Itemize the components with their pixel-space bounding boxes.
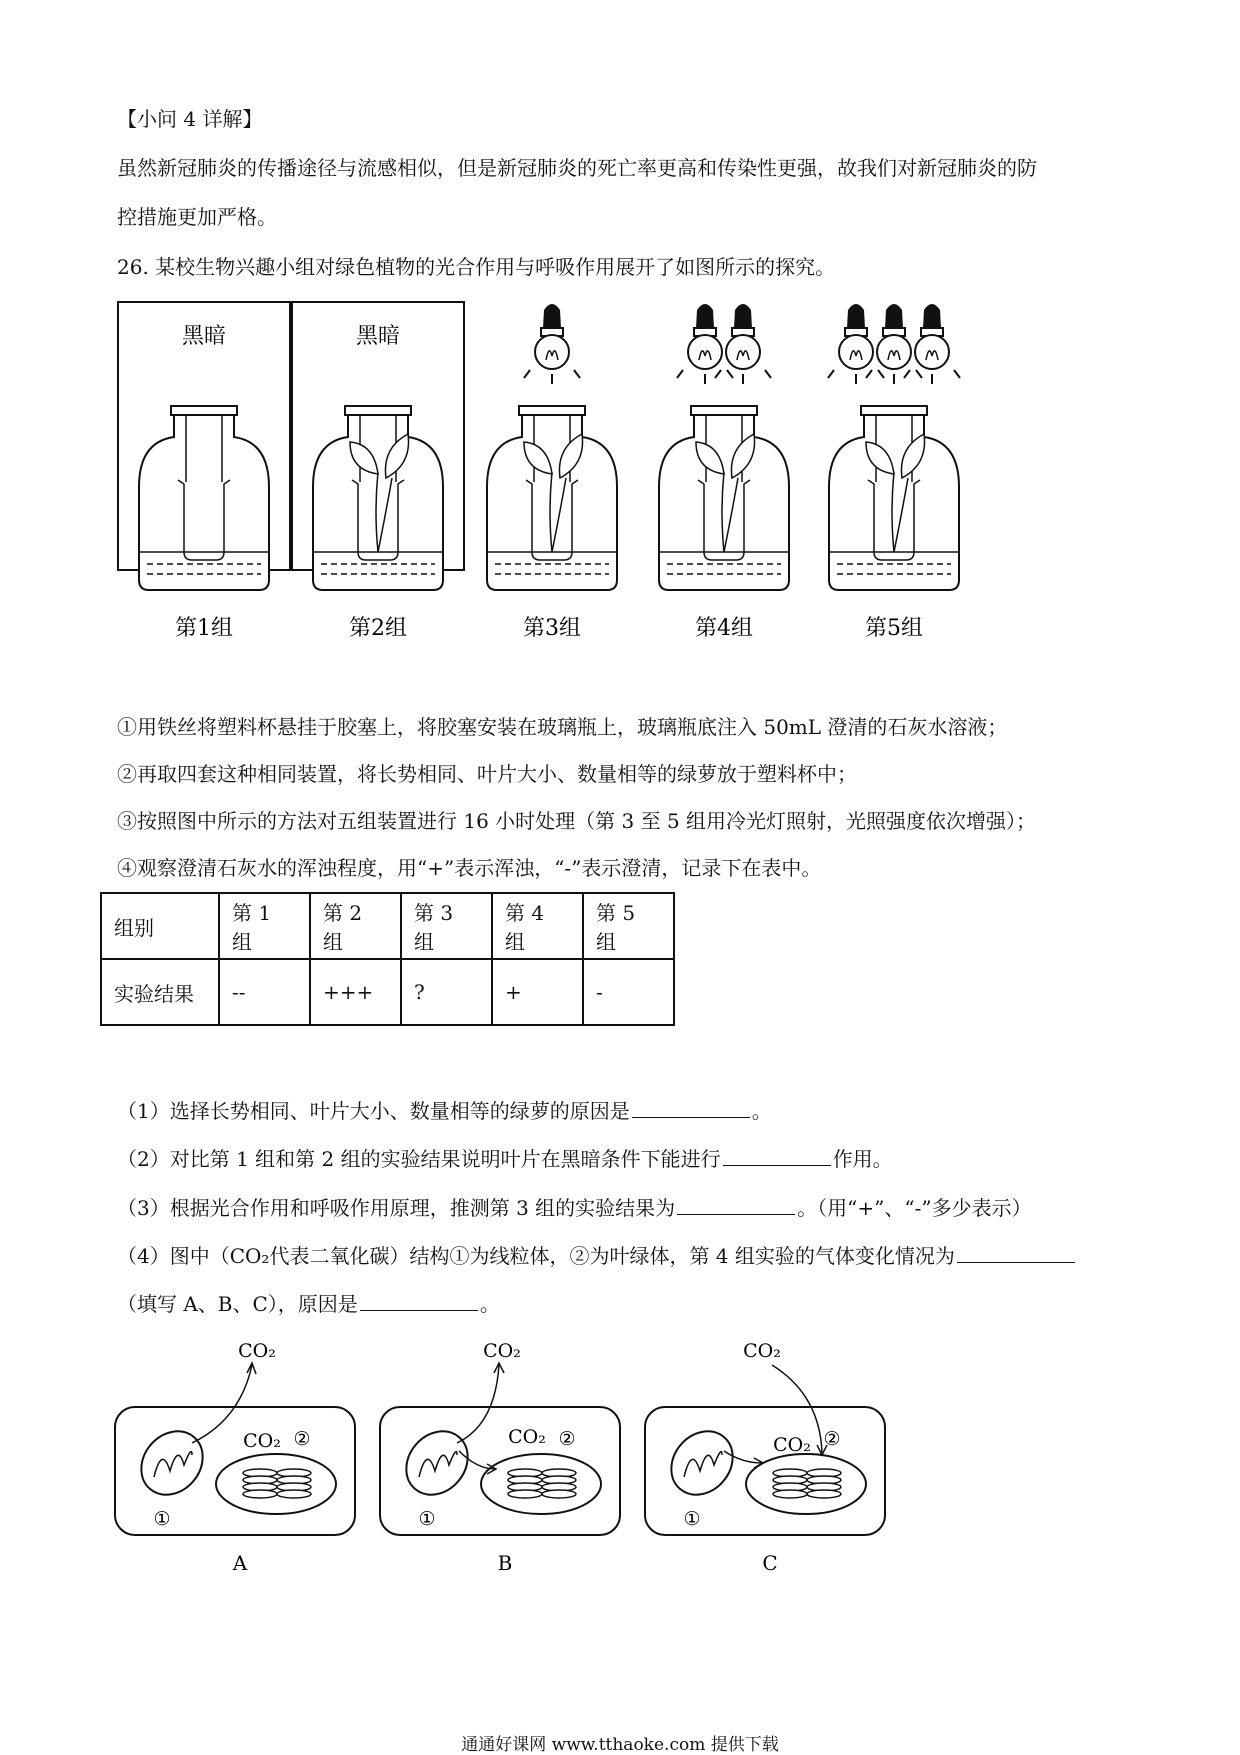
co2-label: CO₂ bbox=[243, 1430, 281, 1452]
group-label: 第3组 bbox=[523, 616, 581, 641]
question-4-text: （4）图中（CO₂代表二氧化碳）结构①为线粒体，②为叶绿体，第 4 组实验的气体变化情况为 bbox=[117, 1244, 955, 1268]
question-4-line-1 bbox=[117, 1243, 1077, 1269]
table-column-header: 第 5 组 bbox=[583, 893, 674, 959]
question-3-end: 。（用“+”、“-”多少表示） bbox=[797, 1196, 1032, 1220]
table-header-label: 组别 bbox=[101, 893, 219, 959]
step-1: ①用铁丝将塑料杯悬挂于胶塞上，将胶塞安装在玻璃瓶上，玻璃瓶底注入 50mL 澄清的石灰水溶液； bbox=[117, 715, 1008, 739]
lamp-icon bbox=[524, 304, 580, 384]
thylakoid bbox=[773, 1490, 807, 1498]
group-label: 第4组 bbox=[695, 616, 753, 641]
rubber-stopper bbox=[861, 406, 927, 415]
question-1-end: 。 bbox=[751, 1099, 772, 1123]
chloroplast-label: ② bbox=[293, 1428, 311, 1450]
table-cell: +++ bbox=[310, 959, 401, 1025]
table-row-label: 实验结果 bbox=[101, 959, 219, 1025]
answer-blank-5[interactable] bbox=[360, 1292, 478, 1311]
thylakoid bbox=[243, 1490, 277, 1498]
question-1 bbox=[117, 1098, 772, 1124]
mitochondrion-label: ① bbox=[683, 1508, 701, 1530]
lamp-icon bbox=[866, 304, 922, 384]
glass-jar bbox=[313, 406, 443, 590]
dark-label: 黑暗 bbox=[355, 324, 401, 349]
question-stem: 26. 某校生物兴趣小组对绿色植物的光合作用与呼吸作用展开了如图所示的探究。 bbox=[117, 255, 836, 279]
dark-label: 黑暗 bbox=[181, 324, 227, 349]
lamp-icon bbox=[904, 304, 960, 384]
question-2-end: 作用。 bbox=[832, 1147, 893, 1171]
chloroplast bbox=[216, 1454, 336, 1514]
rubber-stopper bbox=[691, 406, 757, 415]
glass-jar bbox=[829, 406, 959, 590]
step-2: ②再取四套这种相同装置，将长势相同、叶片大小、数量相等的绿萝放于塑料杯中； bbox=[117, 762, 857, 786]
answer-blank-4[interactable] bbox=[957, 1244, 1075, 1263]
thylakoid bbox=[508, 1490, 542, 1498]
cell-gas-exchange-figure bbox=[112, 1325, 912, 1575]
thylakoid bbox=[277, 1490, 311, 1498]
step-4: ④观察澄清石灰水的浑浊程度，用“+”表示浑浊，“-”表示澄清，记录下在表中。 bbox=[117, 856, 822, 880]
group-label: 第1组 bbox=[175, 616, 233, 641]
lamp-icon bbox=[677, 304, 733, 384]
chloroplast-label: ② bbox=[823, 1428, 841, 1450]
results-table bbox=[100, 892, 675, 1026]
page-footer: 通通好课网 www.tthaoke.com 提供下载 bbox=[461, 1735, 779, 1755]
panel-label: C bbox=[762, 1551, 778, 1575]
table-row bbox=[101, 893, 674, 959]
table-column-header: 第 1 组 bbox=[219, 893, 310, 959]
table-cell: ? bbox=[401, 959, 492, 1025]
lamp-icon bbox=[715, 304, 771, 384]
table-column-header: 第 2 组 bbox=[310, 893, 401, 959]
co2-label: CO₂ bbox=[743, 1340, 781, 1362]
mitochondrion-label: ① bbox=[153, 1508, 171, 1530]
cell-panel bbox=[645, 1340, 885, 1575]
glass-jar bbox=[139, 406, 269, 590]
question-4-line-2 bbox=[117, 1291, 500, 1317]
question-2-text: （2）对比第 1 组和第 2 组的实验结果说明叶片在黑暗条件下能进行 bbox=[117, 1147, 721, 1171]
question-2 bbox=[117, 1146, 893, 1172]
rubber-stopper bbox=[345, 406, 411, 415]
table-column-header: 第 4 组 bbox=[492, 893, 583, 959]
group-label: 第5组 bbox=[865, 616, 923, 641]
glass-jar bbox=[487, 406, 617, 590]
rubber-stopper bbox=[171, 406, 237, 415]
mitochondrion-label: ① bbox=[418, 1508, 436, 1530]
answer-blank-1[interactable] bbox=[632, 1099, 750, 1118]
co2-label: CO₂ bbox=[508, 1426, 546, 1448]
question-3-text: （3）根据光合作用和呼吸作用原理，推测第 3 组的实验结果为 bbox=[117, 1196, 676, 1220]
lamp-icon bbox=[828, 304, 884, 384]
co2-label: CO₂ bbox=[238, 1340, 276, 1362]
glass-jar bbox=[659, 406, 789, 590]
table-cell: - bbox=[583, 959, 674, 1025]
experiment-setup-figure bbox=[112, 300, 1132, 650]
chloroplast bbox=[481, 1454, 601, 1514]
cell-panel bbox=[380, 1340, 620, 1575]
answer-blank-2[interactable] bbox=[723, 1147, 831, 1166]
step-3: ③按照图中所示的方法对五组装置进行 16 小时处理（第 3 至 5 组用冷光灯照射，光照强度依次增强）； bbox=[117, 809, 1037, 833]
table-cell: -- bbox=[219, 959, 310, 1025]
co2-label: CO₂ bbox=[773, 1434, 811, 1456]
answer-text-line-1: 虽然新冠肺炎的传播途径与流感相似，但是新冠肺炎的死亡率更高和传染性更强，故我们对新冠肺炎的防 bbox=[117, 156, 1037, 180]
table-row bbox=[101, 959, 674, 1025]
group-label: 第2组 bbox=[349, 616, 407, 641]
question-3 bbox=[117, 1195, 1032, 1221]
panel-label: A bbox=[232, 1551, 248, 1575]
question-4-text-2: （填写 A、B、C），原因是 bbox=[117, 1292, 358, 1316]
answer-blank-3[interactable] bbox=[677, 1196, 795, 1215]
thylakoid bbox=[542, 1490, 576, 1498]
question-1-text: （1）选择长势相同、叶片大小、数量相等的绿萝的原因是 bbox=[117, 1099, 630, 1123]
table-cell: + bbox=[492, 959, 583, 1025]
co2-label: CO₂ bbox=[483, 1340, 521, 1362]
chloroplast-label: ② bbox=[558, 1428, 576, 1450]
section-title: 【小问 4 详解】 bbox=[117, 107, 263, 131]
rubber-stopper bbox=[519, 406, 585, 415]
cell-panel bbox=[115, 1340, 355, 1575]
table-column-header: 第 3 组 bbox=[401, 893, 492, 959]
answer-text-line-2: 控措施更加严格。 bbox=[117, 205, 277, 229]
question-4-end: 。 bbox=[479, 1292, 500, 1316]
thylakoid bbox=[807, 1490, 841, 1498]
panel-label: B bbox=[497, 1551, 513, 1575]
